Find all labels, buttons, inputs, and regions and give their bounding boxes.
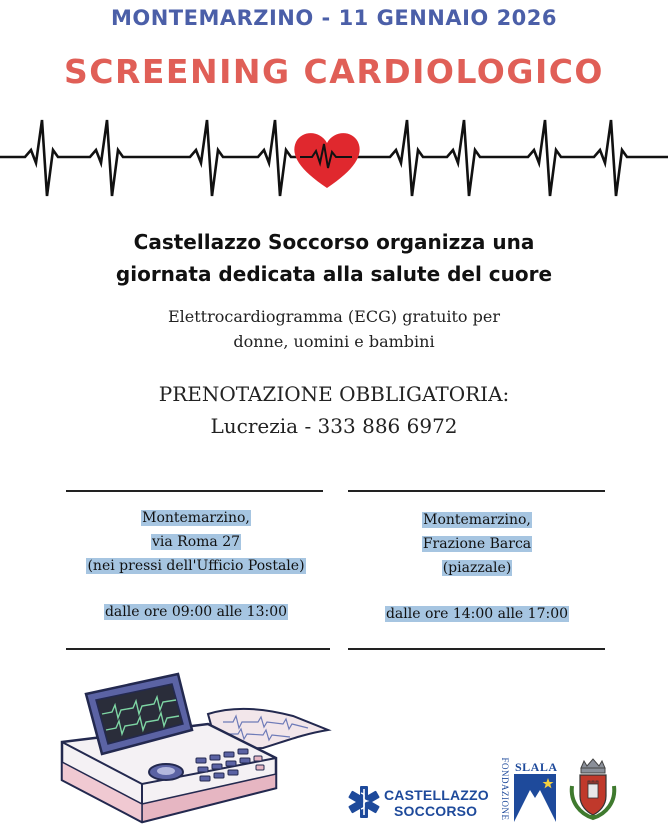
intro-line-1: Castellazzo Soccorso organizza una — [133, 230, 535, 254]
star-of-life-icon — [346, 784, 382, 820]
divider — [66, 490, 323, 492]
location-card-1 — [56, 506, 336, 624]
page-title: SCREENING CARDIOLOGICO — [63, 52, 604, 91]
divider — [348, 648, 605, 650]
divider — [66, 648, 330, 650]
ecg-machine-illustration — [58, 672, 338, 832]
town-coat-of-arms-icon — [568, 758, 618, 822]
location-2-hours: dalle ore 14:00 alle 17:00 — [385, 606, 569, 622]
castellazzo-line-2: SOCCORSO — [394, 803, 478, 819]
location-1-line-1: Montemarzino, — [142, 510, 250, 526]
fondazione-slala-logo — [498, 757, 562, 824]
event-date-heading: MONTEMARZINO - 11 GENNAIO 2026 — [110, 6, 558, 30]
location-card-2 — [337, 508, 617, 626]
castellazzo-line-1: CASTELLAZZO — [384, 787, 489, 803]
booking-contact: Lucrezia - 333 886 6972 — [210, 414, 458, 438]
location-1-hours: dalle ore 09:00 alle 13:00 — [104, 604, 288, 620]
location-2-line-3: (piazzale) — [442, 560, 512, 576]
heartbeat-line-icon — [0, 110, 668, 206]
location-1-line-2: via Roma 27 — [151, 534, 241, 550]
fondazione-vertical-text: FONDAZIONE — [500, 757, 510, 821]
ecg-info-line-2: donne, uomini e bambini — [233, 332, 435, 351]
intro-line-2: giornata dedicata alla salute del cuore — [115, 262, 553, 286]
ecg-info-line-1: Elettrocardiogramma (ECG) gratuito per — [167, 307, 500, 326]
ecg-info — [0, 304, 668, 354]
booking-label: PRENOTAZIONE OBBLIGATORIA: — [158, 382, 510, 406]
booking-info — [0, 378, 668, 442]
intro-text — [0, 226, 668, 290]
location-2-line-2: Frazione Barca — [422, 536, 532, 552]
divider — [348, 490, 605, 492]
location-1-line-3: (nei pressi dell'Ufficio Postale) — [87, 558, 305, 574]
slala-text: SLALA — [515, 760, 558, 774]
castellazzo-soccorso-logo — [344, 782, 494, 822]
location-2-line-1: Montemarzino, — [423, 512, 531, 528]
heart-icon — [294, 133, 359, 188]
